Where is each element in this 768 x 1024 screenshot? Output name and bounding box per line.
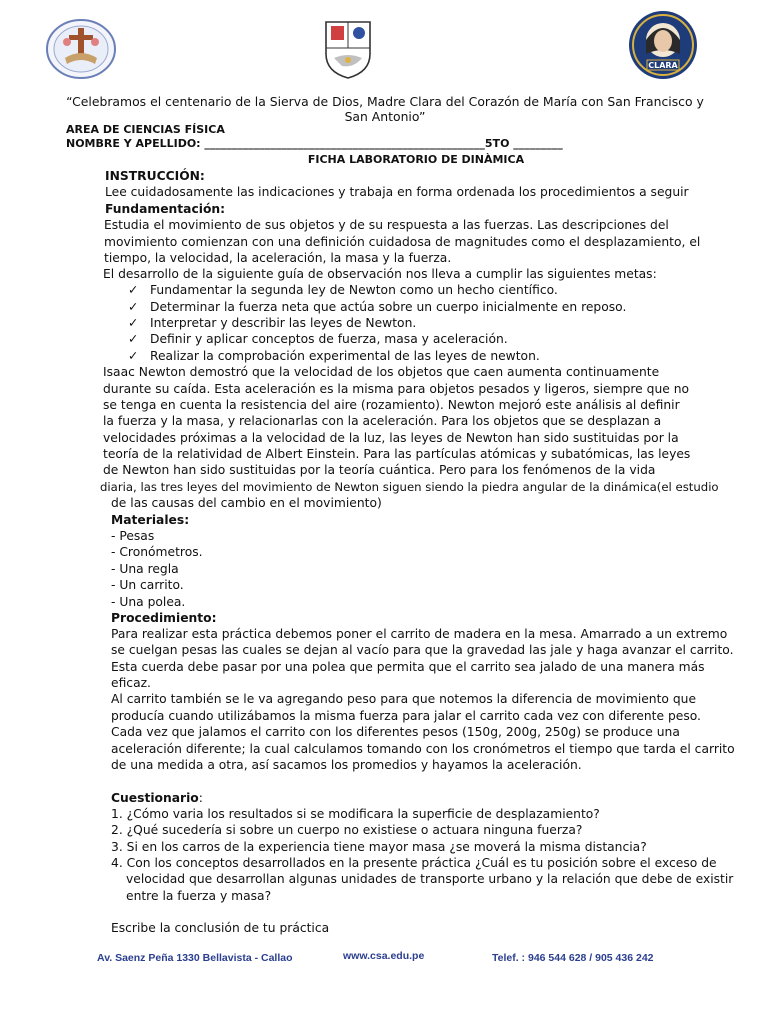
footer-website[interactable]: www.csa.edu.pe: [343, 950, 425, 962]
procedure-line: se cuelgan pesas las cuales se dejan al vacío para que la gravedad las jale y haga avanzar el carrito.: [111, 643, 734, 657]
newton-line: de las causas del cambio en el movimiento): [111, 496, 382, 510]
footer-phone: Telef. : 946 544 628 / 905 436 242: [492, 952, 654, 964]
question-item-cont: velocidad que desarrollan algunas unidades de transporte urbano y la relación que debe de existir: [126, 872, 734, 886]
fund-line: El desarrollo de la siguiente guía de observación nos lleva a cumplir las siguientes metas:: [103, 267, 657, 281]
question-item: 4. Con los conceptos desarrollados en la presente práctica ¿Cuál es tu posición sobre el exceso de: [111, 856, 717, 870]
procedure-line: Para realizar esta práctica debemos poner el carrito de madera en la mesa. Amarrado a un extremo: [111, 627, 728, 641]
seal-text: CLARA: [648, 61, 678, 70]
newton-line: velocidades próximas a la velocidad de la luz, las leyes de Newton han sido sustituidas por la: [103, 431, 679, 445]
instruction-heading: INSTRUCCIÓN:: [105, 169, 205, 183]
fund-line: movimiento comienzan con una definición cuidadosa de magnitudes como el desplazamiento, el: [104, 235, 701, 249]
material-item: - Una regla: [111, 562, 179, 576]
question-item: 2. ¿Qué sucedería si sobre un cuerpo no existiese o actuara ninguna fuerza?: [111, 823, 583, 837]
procedure-line: eficaz.: [111, 676, 151, 690]
instruction-text: Lee cuidadosamente las indicaciones y trabaja en forma ordenada los procedimientos a seguir: [105, 185, 689, 199]
conclusion-prompt: Escribe la conclusión de tu práctica: [111, 921, 330, 935]
checkmark-icon: ✓: [128, 300, 139, 314]
emblem-cross-icon: [45, 18, 117, 80]
procedure-line: aceleración diferente; la cual calculamos tomando con los cronómetros el tiempo que tarda el carrito: [111, 742, 735, 756]
procedure-line: producía cuando utilizábamos la misma fuerza para jalar el carrito cada vez con diferente peso.: [111, 709, 701, 723]
fundamentacion-heading: Fundamentación:: [105, 202, 226, 216]
newton-line: diaria, las tres leyes del movimiento de Newton siguen siendo la piedra angular de la dinámica(el estudio: [100, 480, 719, 494]
material-item: - Un carrito.: [111, 578, 184, 592]
material-item: - Una polea.: [111, 595, 186, 609]
school-shield-icon: [322, 18, 374, 80]
procedure-line: de una medida a otra, así sacamos los promedios y hayamos la aceleración.: [111, 758, 582, 772]
procedure-heading: Procedimiento:: [111, 611, 217, 625]
materials-heading: Materiales:: [111, 513, 190, 527]
material-item: - Cronómetros.: [111, 545, 203, 559]
goal-item: ✓ Interpretar y describir las leyes de Newton.: [128, 316, 417, 330]
material-item: - Pesas: [111, 529, 155, 543]
fund-line: tiempo, la velocidad, la aceleración, la masa y la fuerza.: [104, 251, 452, 265]
goal-item: ✓ Definir y aplicar conceptos de fuerza, masa y aceleración.: [128, 332, 508, 346]
name-field-line: NOMBRE Y APELLIDO: ___________________________________________________5TO _________: [66, 137, 563, 150]
procedure-line: Al carrito también se le va agregando peso para que notemos la diferencia de movimiento que: [111, 692, 697, 706]
area-label: AREA DE CIENCIAS FÍSICA: [66, 123, 225, 136]
newton-line: Isaac Newton demostró que la velocidad de los objetos que caen aumenta continuamente: [103, 365, 660, 379]
footer-address: Av. Saenz Peña 1330 Bellavista - Callao: [97, 952, 293, 964]
procedure-line: Cada vez que jalamos el carrito con los diferentes pesos (150g, 200g, 250g) se produce una: [111, 725, 680, 739]
checkmark-icon: ✓: [128, 283, 139, 297]
newton-line: la fuerza y la masa, y relacionarlas con la aceleración. Para los objetos que se desplazan a: [103, 414, 662, 428]
checkmark-icon: ✓: [128, 349, 139, 363]
header-quote: “Celebramos el centenario de la Sierva de Dios, Madre Clara del Corazón de María con San Francisco y San Antonio”: [66, 94, 704, 124]
goal-item: ✓ Fundamentar la segunda ley de Newton como un hecho científico.: [128, 283, 558, 297]
sheet-title: FICHA LABORATORIO DE DINÀMICA: [307, 153, 525, 166]
checkmark-icon: ✓: [128, 332, 139, 346]
goal-item: ✓ Determinar la fuerza neta que actúa sobre un cuerpo inicialmente en reposo.: [128, 300, 627, 314]
question-item: 3. Si en los carros de la experiencia tiene mayor masa ¿se moverá la misma distancia?: [111, 840, 647, 854]
newton-line: teoría de la relatividad de Albert Einstein. Para las partículas atómicas y subatómicas, las leyes: [103, 447, 691, 461]
checkmark-icon: ✓: [128, 316, 139, 330]
newton-line: de Newton han sido sustituidas por la teoría cuántica. Pero para los fenómenos de la vida: [103, 463, 656, 477]
question-item-cont: entre la fuerza y masa?: [126, 889, 272, 903]
fund-line: Estudia el movimiento de sus objetos y de su respuesta a las fuerzas. Las descripciones del: [104, 218, 669, 232]
newton-line: durante su caída. Esta aceleración es la misma para objetos pesados y ligeros, siempre que no: [103, 382, 690, 396]
newton-line: se tenga en cuenta la resistencia del aire (rozamiento). Newton mejoró este análisis al definir: [103, 398, 680, 412]
quiz-heading: Cuestionario:: [111, 791, 203, 805]
procedure-line: Esta cuerda debe pasar por una polea que permita que el carrito sea jalado de una manera más: [111, 660, 705, 674]
goal-item: ✓ Realizar la comprobación experimental de las leyes de newton.: [128, 349, 540, 363]
question-item: 1. ¿Cómo varia los resultados si se modificara la superficie de desplazamiento?: [111, 807, 600, 821]
clara-centenary-seal-icon: [627, 10, 699, 80]
